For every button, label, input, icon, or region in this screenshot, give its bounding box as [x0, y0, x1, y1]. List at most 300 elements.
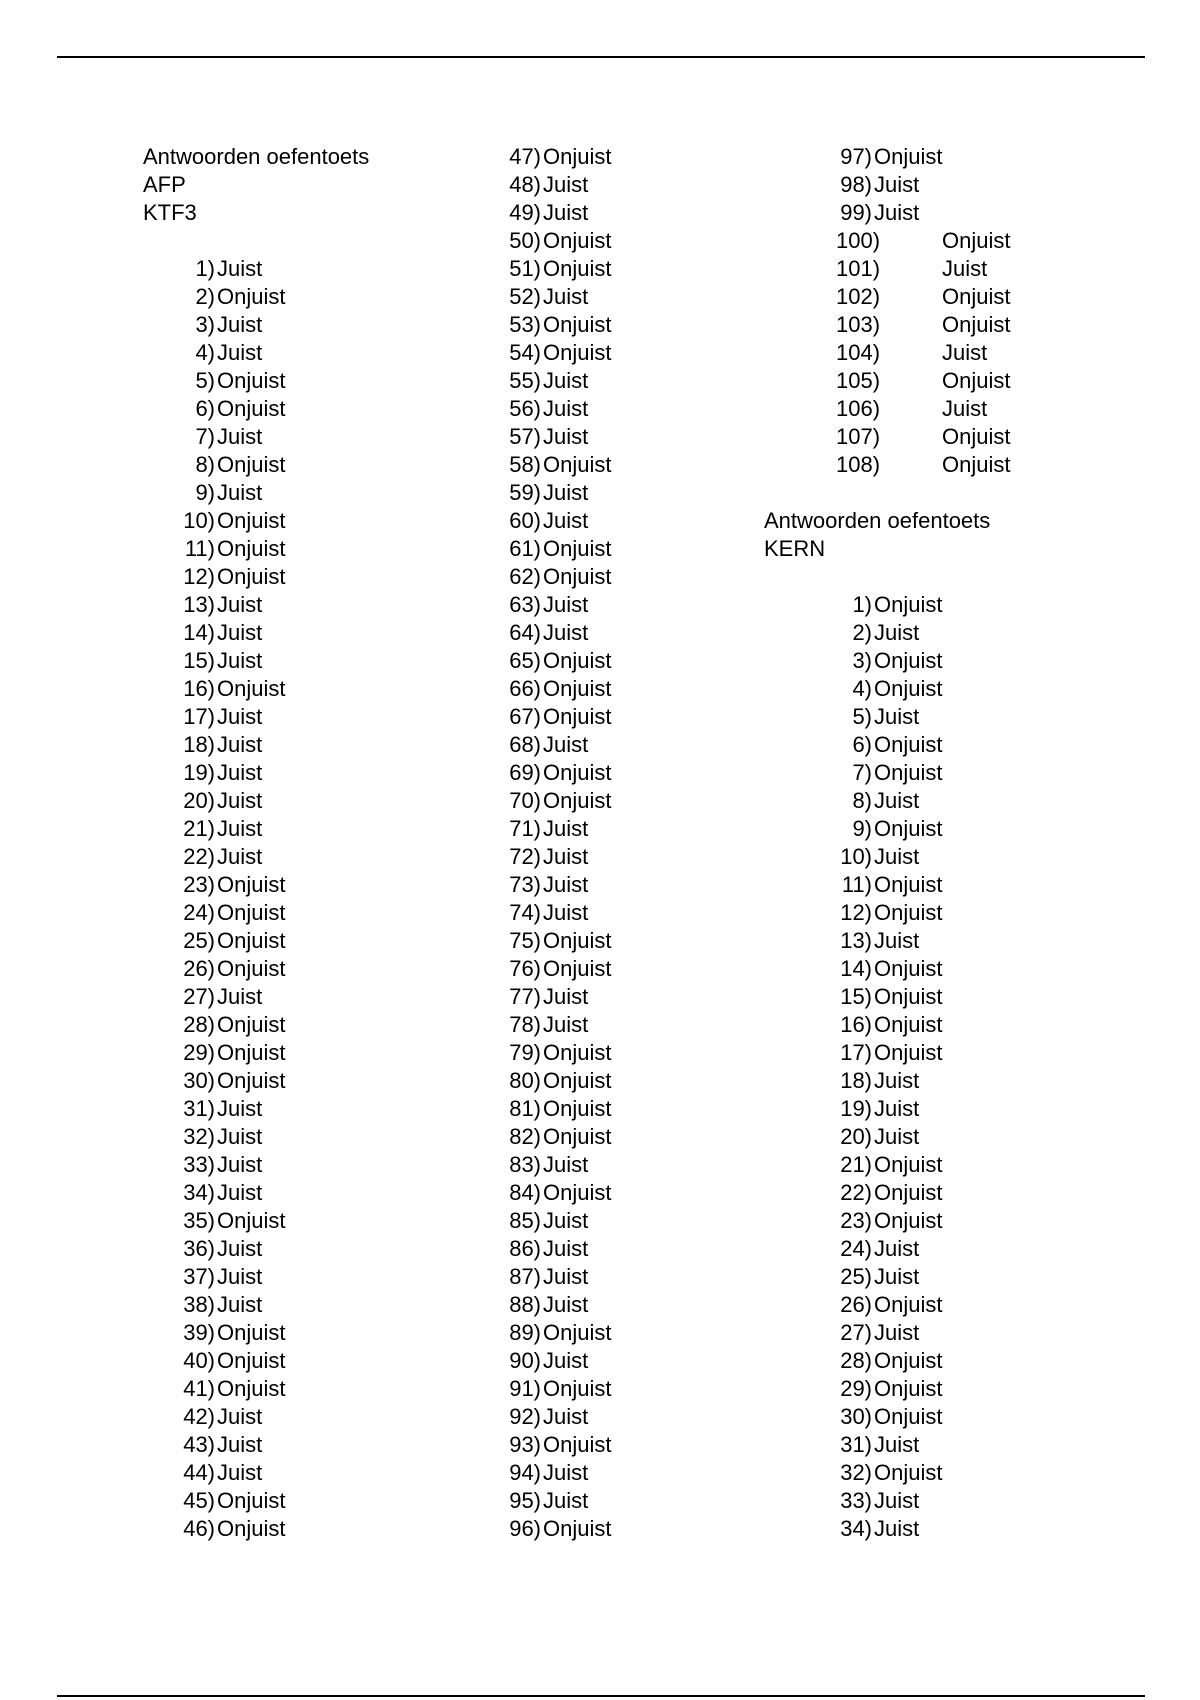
- question-number: 13): [840, 928, 872, 953]
- answer-row: [505, 647, 802, 675]
- answer-row: [179, 619, 473, 647]
- question-number: 19): [183, 760, 215, 785]
- question-number: 49): [509, 200, 541, 225]
- answer-value: Onjuist: [217, 508, 286, 533]
- question-number: 103): [836, 312, 881, 337]
- question-number: 37): [183, 1264, 215, 1289]
- answer-row: [836, 227, 1180, 255]
- answer-row: [179, 983, 473, 1011]
- answer-value: Onjuist: [942, 368, 1011, 393]
- answer-row: [179, 339, 473, 367]
- answer-row: [505, 367, 802, 395]
- answer-value: Onjuist: [874, 984, 943, 1009]
- answer-row: [836, 1459, 1180, 1487]
- answer-row: [179, 815, 473, 843]
- answer-row: [179, 1431, 473, 1459]
- question-number: 95): [509, 1488, 541, 1513]
- question-number: 30): [840, 1404, 872, 1429]
- kern-title-line-2: KERN: [764, 536, 826, 561]
- answer-row: [505, 479, 802, 507]
- answer-row: [836, 1375, 1180, 1403]
- question-number: 28): [183, 1012, 215, 1037]
- answer-row: [179, 675, 473, 703]
- answer-row: [179, 283, 473, 311]
- question-number: 78): [509, 1012, 541, 1037]
- answer-value: Onjuist: [543, 564, 612, 589]
- answer-value: Juist: [217, 760, 263, 785]
- page-top-rule: [57, 56, 1145, 58]
- question-number: 9): [195, 480, 215, 505]
- question-number: 62): [509, 564, 541, 589]
- question-number: 27): [840, 1320, 872, 1345]
- question-number: 17): [840, 1040, 872, 1065]
- question-number: 1): [852, 592, 872, 617]
- answer-value: Juist: [217, 1264, 263, 1289]
- question-number: 34): [840, 1516, 872, 1541]
- answer-value: Onjuist: [543, 536, 612, 561]
- question-number: 24): [840, 1236, 872, 1261]
- question-number: 70): [509, 788, 541, 813]
- answer-row: [836, 1291, 1180, 1319]
- answer-value: Onjuist: [543, 452, 612, 477]
- answer-row: [179, 1011, 473, 1039]
- question-number: 12): [840, 900, 872, 925]
- question-number: 77): [509, 984, 541, 1009]
- question-number: 14): [183, 620, 215, 645]
- answer-row: [836, 1487, 1180, 1515]
- answer-value: Juist: [543, 816, 589, 841]
- answer-row: [836, 619, 1180, 647]
- answer-row: [836, 703, 1180, 731]
- answer-value: Onjuist: [874, 676, 943, 701]
- answer-row: [836, 1011, 1180, 1039]
- question-number: 66): [509, 676, 541, 701]
- question-number: 11): [841, 872, 872, 897]
- answer-row: [505, 759, 802, 787]
- answer-value: Onjuist: [543, 1320, 612, 1345]
- answer-row: [836, 1207, 1180, 1235]
- answer-value: Juist: [543, 732, 589, 757]
- question-number: 13): [183, 592, 215, 617]
- question-number: 20): [840, 1124, 872, 1149]
- answer-value: Juist: [874, 1320, 920, 1345]
- answer-row: [179, 395, 473, 423]
- answer-value: Juist: [217, 340, 263, 365]
- answer-value: Juist: [217, 256, 263, 281]
- answer-row: [836, 899, 1180, 927]
- answer-value: Onjuist: [874, 144, 943, 169]
- question-number: 90): [509, 1348, 541, 1373]
- question-number: 97): [840, 144, 872, 169]
- answer-value: Onjuist: [874, 732, 943, 757]
- question-number: 48): [509, 172, 541, 197]
- question-number: 3): [195, 312, 215, 337]
- question-number: 25): [840, 1264, 872, 1289]
- answer-row: [505, 1207, 802, 1235]
- answer-row: [836, 1319, 1180, 1347]
- answer-value: Juist: [874, 1068, 920, 1093]
- answer-value: Onjuist: [217, 900, 286, 925]
- question-number: 1): [195, 256, 215, 281]
- answer-row: [836, 647, 1180, 675]
- answer-row: [505, 283, 802, 311]
- question-number: 105): [836, 368, 881, 393]
- question-number: 80): [509, 1068, 541, 1093]
- answer-value: Juist: [874, 1236, 920, 1261]
- answer-value: Onjuist: [543, 704, 612, 729]
- question-number: 99): [840, 200, 872, 225]
- answer-row: [505, 1375, 802, 1403]
- question-number: 5): [195, 368, 215, 393]
- afp-answer-list-part-1: [143, 255, 473, 1543]
- answer-row: [505, 1067, 802, 1095]
- answer-row: [836, 339, 1180, 367]
- question-number: 68): [509, 732, 541, 757]
- question-number: 14): [840, 956, 872, 981]
- question-number: 22): [840, 1180, 872, 1205]
- question-number: 47): [509, 144, 541, 169]
- question-number: 31): [183, 1096, 215, 1121]
- answer-row: [179, 479, 473, 507]
- question-number: 7): [852, 760, 872, 785]
- answer-value: Juist: [874, 172, 920, 197]
- answer-value: Juist: [874, 928, 920, 953]
- answer-row: [179, 1179, 473, 1207]
- answer-value: Juist: [543, 900, 589, 925]
- answer-value: Juist: [217, 648, 263, 673]
- answer-row: [836, 955, 1180, 983]
- answer-row: [836, 1235, 1180, 1263]
- question-number: 59): [509, 480, 541, 505]
- question-number: 100): [836, 228, 881, 253]
- question-number: 21): [840, 1152, 872, 1177]
- answer-row: [179, 1207, 473, 1235]
- answer-value: Juist: [217, 732, 263, 757]
- question-number: 94): [509, 1460, 541, 1485]
- answer-value: Juist: [543, 1236, 589, 1261]
- question-number: 16): [183, 676, 215, 701]
- answer-row: [179, 423, 473, 451]
- answer-value: Juist: [543, 984, 589, 1009]
- question-number: 40): [183, 1348, 215, 1373]
- question-number: 91): [509, 1376, 541, 1401]
- question-number: 6): [852, 732, 872, 757]
- answer-value: Onjuist: [543, 648, 612, 673]
- question-number: 82): [509, 1124, 541, 1149]
- answer-row: [179, 1487, 473, 1515]
- answer-value: Onjuist: [543, 1376, 612, 1401]
- question-number: 89): [509, 1320, 541, 1345]
- question-number: 106): [836, 396, 881, 421]
- answer-value: Juist: [543, 508, 589, 533]
- answer-value: Juist: [217, 1460, 263, 1485]
- question-number: 86): [509, 1236, 541, 1261]
- answer-row: [179, 1375, 473, 1403]
- answer-row: [836, 255, 1180, 283]
- answer-row: [836, 1347, 1180, 1375]
- answer-value: Juist: [217, 844, 263, 869]
- answer-row: [836, 675, 1180, 703]
- answer-row: [505, 1403, 802, 1431]
- answer-row: [505, 1347, 802, 1375]
- answer-value: Juist: [543, 1404, 589, 1429]
- question-number: 81): [509, 1096, 541, 1121]
- answer-row: [505, 451, 802, 479]
- answer-value: Juist: [543, 1208, 589, 1233]
- question-number: 44): [183, 1460, 215, 1485]
- answer-row: [836, 1151, 1180, 1179]
- question-number: 23): [840, 1208, 872, 1233]
- answer-row: [836, 367, 1180, 395]
- question-number: 6): [195, 396, 215, 421]
- answer-row: [179, 1151, 473, 1179]
- answer-value: Onjuist: [543, 1068, 612, 1093]
- question-number: 53): [509, 312, 541, 337]
- answer-value: Onjuist: [874, 1180, 943, 1205]
- answer-row: [179, 1459, 473, 1487]
- page-bottom-rule: [57, 1695, 1145, 1697]
- answer-value: Juist: [874, 788, 920, 813]
- answer-row: [179, 507, 473, 535]
- answer-row: [836, 843, 1180, 871]
- answer-row: [505, 983, 802, 1011]
- answer-row: [179, 1347, 473, 1375]
- answer-value: Juist: [874, 620, 920, 645]
- question-number: 28): [840, 1348, 872, 1373]
- answer-row: [836, 815, 1180, 843]
- answer-row: [505, 1095, 802, 1123]
- answer-row: [179, 255, 473, 283]
- answer-value: Onjuist: [874, 1376, 943, 1401]
- question-number: 107): [836, 424, 881, 449]
- afp-title-line-2: AFP: [143, 172, 186, 197]
- answer-value: Juist: [874, 844, 920, 869]
- answer-value: Juist: [543, 368, 589, 393]
- answer-row: [505, 339, 802, 367]
- question-number: 73): [509, 872, 541, 897]
- answer-row: [505, 591, 802, 619]
- question-number: 83): [509, 1152, 541, 1177]
- answer-value: Onjuist: [217, 1040, 286, 1065]
- answer-value: Onjuist: [543, 312, 612, 337]
- kern-answer-list: [800, 591, 1180, 1543]
- answer-value: Onjuist: [543, 1040, 612, 1065]
- answer-row: [179, 535, 473, 563]
- question-number: 46): [183, 1516, 215, 1541]
- answer-row: [179, 647, 473, 675]
- question-number: 8): [852, 788, 872, 813]
- question-number: 76): [509, 956, 541, 981]
- question-number: 61): [509, 536, 541, 561]
- question-number: 39): [183, 1320, 215, 1345]
- answer-row: [836, 759, 1180, 787]
- question-number: 8): [195, 452, 215, 477]
- answer-row: [836, 787, 1180, 815]
- question-number: 17): [183, 704, 215, 729]
- answer-value: Juist: [874, 704, 920, 729]
- question-number: 32): [183, 1124, 215, 1149]
- question-number: 63): [509, 592, 541, 617]
- answer-row: [505, 1515, 802, 1543]
- afp-title-line-1: Antwoorden oefentoets: [143, 144, 370, 169]
- question-number: 98): [840, 172, 872, 197]
- answer-value: Onjuist: [874, 900, 943, 925]
- answer-row: [836, 451, 1180, 479]
- question-number: 11): [184, 536, 215, 561]
- answer-row: [836, 983, 1180, 1011]
- question-number: 9): [852, 816, 872, 841]
- question-number: 31): [840, 1432, 872, 1457]
- answer-row: [505, 1151, 802, 1179]
- column-3: [764, 143, 1180, 1543]
- answer-row: [505, 955, 802, 983]
- answer-value: Onjuist: [543, 340, 612, 365]
- answer-value: Juist: [217, 620, 263, 645]
- question-number: 2): [852, 620, 872, 645]
- question-number: 33): [840, 1488, 872, 1513]
- question-number: 85): [509, 1208, 541, 1233]
- question-number: 10): [183, 508, 215, 533]
- answer-value: Onjuist: [874, 1460, 943, 1485]
- answer-value: Onjuist: [543, 760, 612, 785]
- answer-value: Onjuist: [874, 1012, 943, 1037]
- answer-row: [836, 1095, 1180, 1123]
- answer-row: [179, 787, 473, 815]
- answer-row: [179, 1319, 473, 1347]
- answer-row: [836, 1431, 1180, 1459]
- answer-value: Juist: [217, 1236, 263, 1261]
- answer-row: [505, 619, 802, 647]
- answer-value: Onjuist: [543, 1096, 612, 1121]
- answer-value: Onjuist: [942, 452, 1011, 477]
- answer-row: [179, 1515, 473, 1543]
- question-number: 41): [183, 1376, 215, 1401]
- question-number: 58): [509, 452, 541, 477]
- answer-row: [505, 1235, 802, 1263]
- answer-value: Juist: [543, 284, 589, 309]
- question-number: 38): [183, 1292, 215, 1317]
- answer-row: [505, 1459, 802, 1487]
- question-number: 18): [840, 1068, 872, 1093]
- question-number: 101): [836, 256, 881, 281]
- answer-value: Juist: [543, 1152, 589, 1177]
- answer-row: [505, 1039, 802, 1067]
- answer-row: [179, 1039, 473, 1067]
- question-number: 15): [840, 984, 872, 1009]
- question-number: 29): [840, 1376, 872, 1401]
- answer-row: [505, 899, 802, 927]
- answer-row: [505, 1179, 802, 1207]
- answer-value: Juist: [543, 1348, 589, 1373]
- answer-row: [505, 703, 802, 731]
- question-number: 93): [509, 1432, 541, 1457]
- question-number: 22): [183, 844, 215, 869]
- question-number: 96): [509, 1516, 541, 1541]
- answer-row: [179, 1403, 473, 1431]
- answer-value: Juist: [217, 1292, 263, 1317]
- question-number: 26): [183, 956, 215, 981]
- answer-value: Juist: [543, 480, 589, 505]
- answer-row: [505, 507, 802, 535]
- question-number: 30): [183, 1068, 215, 1093]
- question-number: 33): [183, 1152, 215, 1177]
- answer-row: [505, 199, 802, 227]
- answer-row: [505, 311, 802, 339]
- question-number: 92): [509, 1404, 541, 1429]
- answer-row: [505, 563, 802, 591]
- answer-value: Onjuist: [942, 312, 1011, 337]
- question-number: 75): [509, 928, 541, 953]
- answer-value: Onjuist: [874, 648, 943, 673]
- answer-row: [836, 591, 1180, 619]
- question-number: 29): [183, 1040, 215, 1065]
- question-number: 55): [509, 368, 541, 393]
- answer-row: [505, 1319, 802, 1347]
- answer-row: [836, 871, 1180, 899]
- answer-row: [505, 675, 802, 703]
- answer-row: [505, 731, 802, 759]
- question-number: 42): [183, 1404, 215, 1429]
- question-number: 12): [183, 564, 215, 589]
- question-number: 18): [183, 732, 215, 757]
- afp-answer-list-part-3: [800, 143, 1180, 479]
- answer-value: Onjuist: [217, 536, 286, 561]
- answer-value: Onjuist: [942, 424, 1011, 449]
- answer-value: Juist: [217, 984, 263, 1009]
- answer-value: Onjuist: [543, 1516, 612, 1541]
- answer-value: Onjuist: [543, 928, 612, 953]
- question-number: 65): [509, 648, 541, 673]
- answer-value: Juist: [543, 844, 589, 869]
- answer-value: Juist: [217, 1096, 263, 1121]
- answer-value: Juist: [217, 1152, 263, 1177]
- answer-row: [179, 1263, 473, 1291]
- answer-row: [179, 1123, 473, 1151]
- question-number: 2): [195, 284, 215, 309]
- column-2: [472, 143, 802, 1543]
- answer-row: [179, 1235, 473, 1263]
- answer-row: [836, 395, 1180, 423]
- answer-row: [836, 1123, 1180, 1151]
- answer-value: Onjuist: [217, 1348, 286, 1373]
- question-number: 10): [840, 844, 872, 869]
- question-number: 43): [183, 1432, 215, 1457]
- answer-row: [836, 171, 1180, 199]
- question-number: 26): [840, 1292, 872, 1317]
- answer-value: Onjuist: [217, 676, 286, 701]
- answer-row: [505, 255, 802, 283]
- spacer: [800, 563, 1180, 591]
- question-number: 102): [836, 284, 881, 309]
- question-number: 32): [840, 1460, 872, 1485]
- answer-value: Juist: [942, 340, 988, 365]
- answer-value: Juist: [942, 256, 988, 281]
- question-number: 56): [509, 396, 541, 421]
- question-number: 51): [509, 256, 541, 281]
- answer-row: [179, 731, 473, 759]
- question-number: 24): [183, 900, 215, 925]
- answer-row: [179, 703, 473, 731]
- answer-value: Onjuist: [874, 1348, 943, 1373]
- answer-row: [836, 927, 1180, 955]
- question-number: 27): [183, 984, 215, 1009]
- spacer: [800, 479, 1180, 507]
- answer-value: Onjuist: [543, 144, 612, 169]
- question-number: 25): [183, 928, 215, 953]
- kern-title-line-1: Antwoorden oefentoets: [764, 508, 991, 533]
- question-number: 64): [509, 620, 541, 645]
- question-number: 4): [195, 340, 215, 365]
